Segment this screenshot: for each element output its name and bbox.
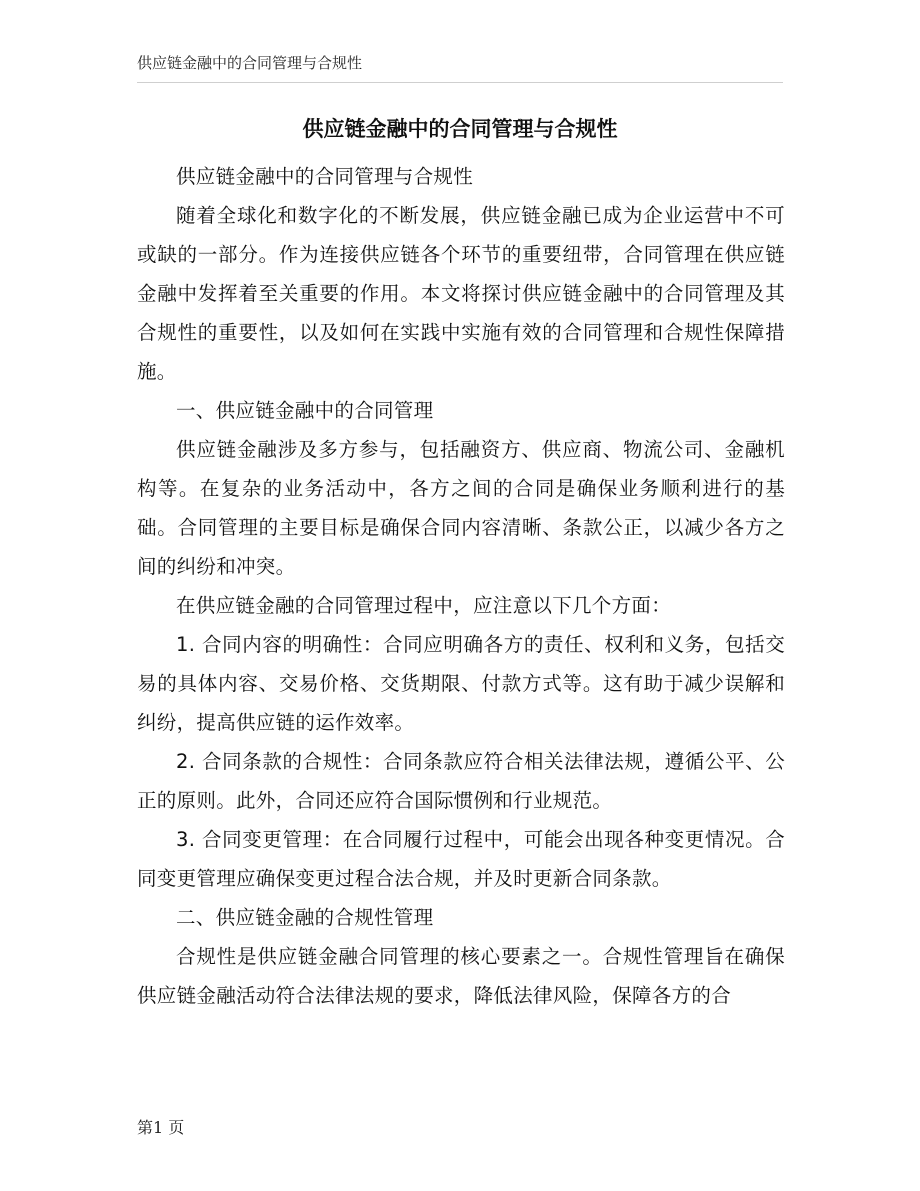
intro-paragraph: 随着全球化和数字化的不断发展，供应链金融已成为企业运营中不可或缺的一部分。作为连接供应链各个环节的重要纽带，合同管理在供应链金融中发挥着至关重要的作用。本文将探讨供应链金融中的合同管理及其合规性的重要性，以及如何在实践中实施有效的合同管理和合规性保障措施。 [137, 204, 785, 383]
section-1-paragraph: 供应链金融涉及多方参与，包括融资方、供应商、物流公司、金融机构等。在复杂的业务活动中，各方之间的合同是确保业务顺利进行的基础。合同管理的主要目标是确保合同内容清晰、条款公正，以减少各方之间的纠纷和冲突。 [137, 438, 785, 578]
section-2-paragraph: 合规性是供应链金融合同管理的核心要素之一。合规性管理旨在确保供应链金融活动符合法律法规的要求，降低法律风险，保障各方的合 [137, 945, 785, 1007]
header-divider [137, 82, 783, 83]
list-item-3: 3. 合同变更管理：在合同履行过程中，可能会出现各种变更情况。合同变更管理应确保变更过程合法合规，并及时更新合同条款。 [137, 828, 785, 890]
document-body [137, 157, 785, 1015]
page-number: 第1 页 [137, 1118, 185, 1137]
running-header: 供应链金融中的合同管理与合规性 [137, 54, 363, 72]
list-intro-paragraph: 在供应链金融的合同管理过程中，应注意以下几个方面： [176, 594, 672, 617]
section-heading-2: 二、供应链金融的合规性管理 [176, 906, 434, 929]
list-item-2: 2. 合同条款的合规性：合同条款应符合相关法律法规，遵循公平、公正的原则。此外，合同还应符合国际惯例和行业规范。 [137, 750, 785, 812]
subtitle-paragraph: 供应链金融中的合同管理与合规性 [176, 165, 474, 188]
section-heading-1: 一、供应链金融中的合同管理 [176, 399, 434, 422]
document-title: 供应链金融中的合同管理与合规性 [302, 117, 618, 141]
list-item-1: 1. 合同内容的明确性：合同应明确各方的责任、权利和义务，包括交易的具体内容、交易价格、交货期限、付款方式等。这有助于减少误解和纠纷，提高供应链的运作效率。 [137, 633, 785, 734]
